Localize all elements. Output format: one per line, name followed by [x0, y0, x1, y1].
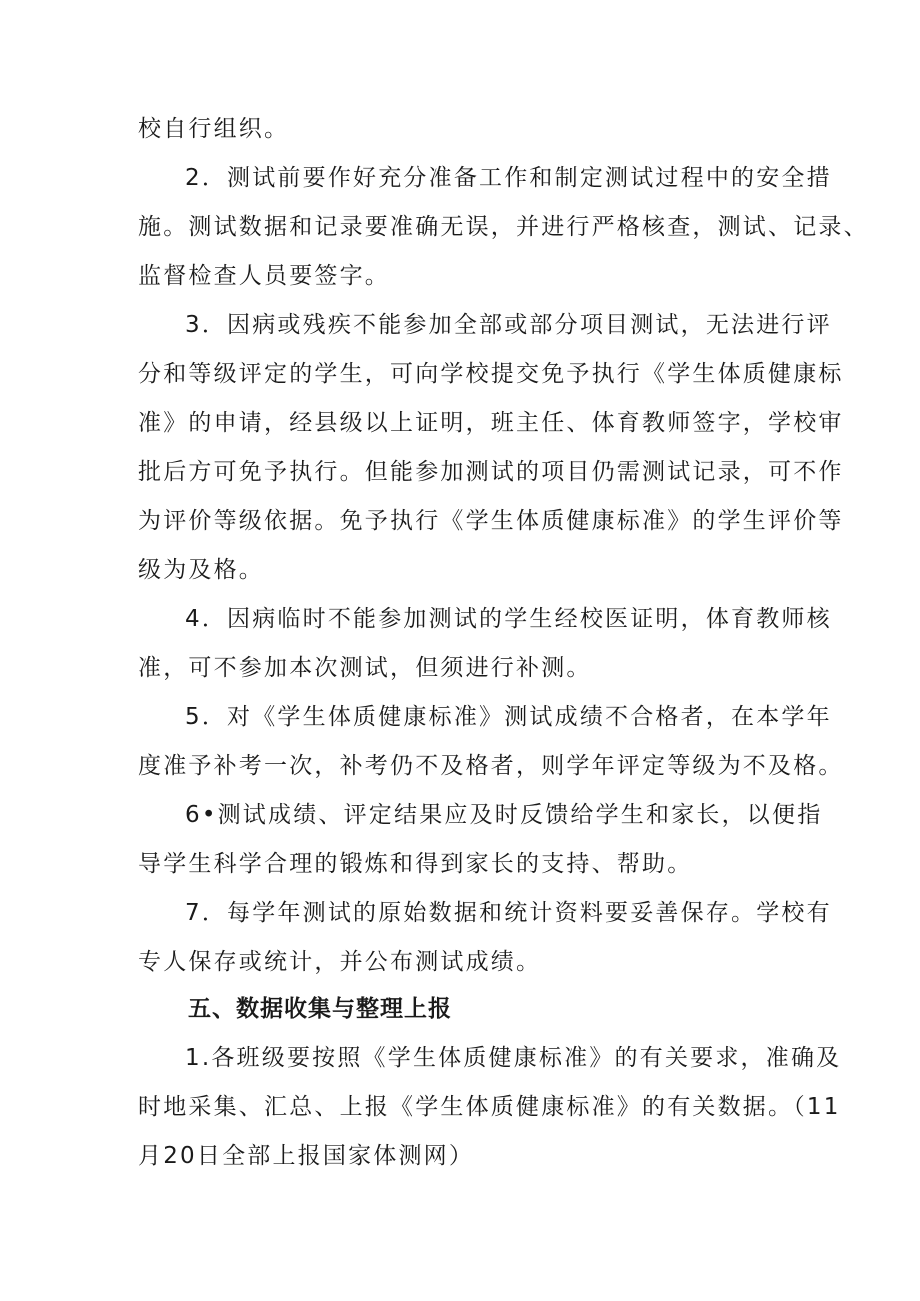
text-line: 准，可不参加本次测试，但须进行补测。 [138, 655, 592, 681]
text-line: 批后方可免予执行。但能参加测试的项目仍需测试记录，可不作 [138, 459, 844, 485]
text-line: 准》的申请，经县级以上证明，班主任、体育教师签字，学校审 [138, 410, 844, 436]
text-line: 月20日全部上报国家体测网） [138, 1143, 475, 1169]
section-heading: 五、数据收集与整理上报 [188, 996, 452, 1022]
text-line: 级为及格。 [138, 557, 264, 583]
text-line: 分和等级评定的学生，可向学校提交免予执行《学生体质健康标 [138, 361, 844, 387]
text-line: 度准予补考一次，补考仍不及格者，则学年评定等级为不及格。 [138, 753, 844, 779]
text-line: 1.各班级要按照《学生体质健康标准》的有关要求，准确及 [185, 1045, 842, 1071]
text-line: 5．对《学生体质健康标准》测试成绩不合格者，在本学年 [185, 704, 832, 730]
text-line: 施。测试数据和记录要准确无误，并进行严格核查，测试、记录、 [138, 214, 869, 240]
text-line: 4．因病临时不能参加测试的学生经校医证明，体育教师核 [185, 606, 832, 632]
text-line: 时地采集、汇总、上报《学生体质健康标准》的有关数据。（11 [138, 1094, 841, 1120]
text-line: 2．测试前要作好充分准备工作和制定测试过程中的安全措 [185, 165, 832, 191]
text-line: 导学生科学合理的锻炼和得到家长的支持、帮助。 [138, 851, 693, 877]
text-line: 为评价等级依据。免予执行《学生体质健康标准》的学生评价等 [138, 508, 844, 534]
text-line: 监督检查人员要签字。 [138, 263, 390, 289]
text-line: 7．每学年测试的原始数据和统计资料要妥善保存。学校有 [185, 900, 832, 926]
text-line: 专人保存或统计，并公布测试成绩。 [138, 949, 542, 975]
text-line: 校自行组织。 [138, 116, 290, 142]
text-line: 6•测试成绩、评定结果应及时反馈给学生和家长，以便指 [185, 802, 823, 828]
text-line: 3．因病或残疾不能参加全部或部分项目测试，无法进行评 [185, 312, 832, 338]
